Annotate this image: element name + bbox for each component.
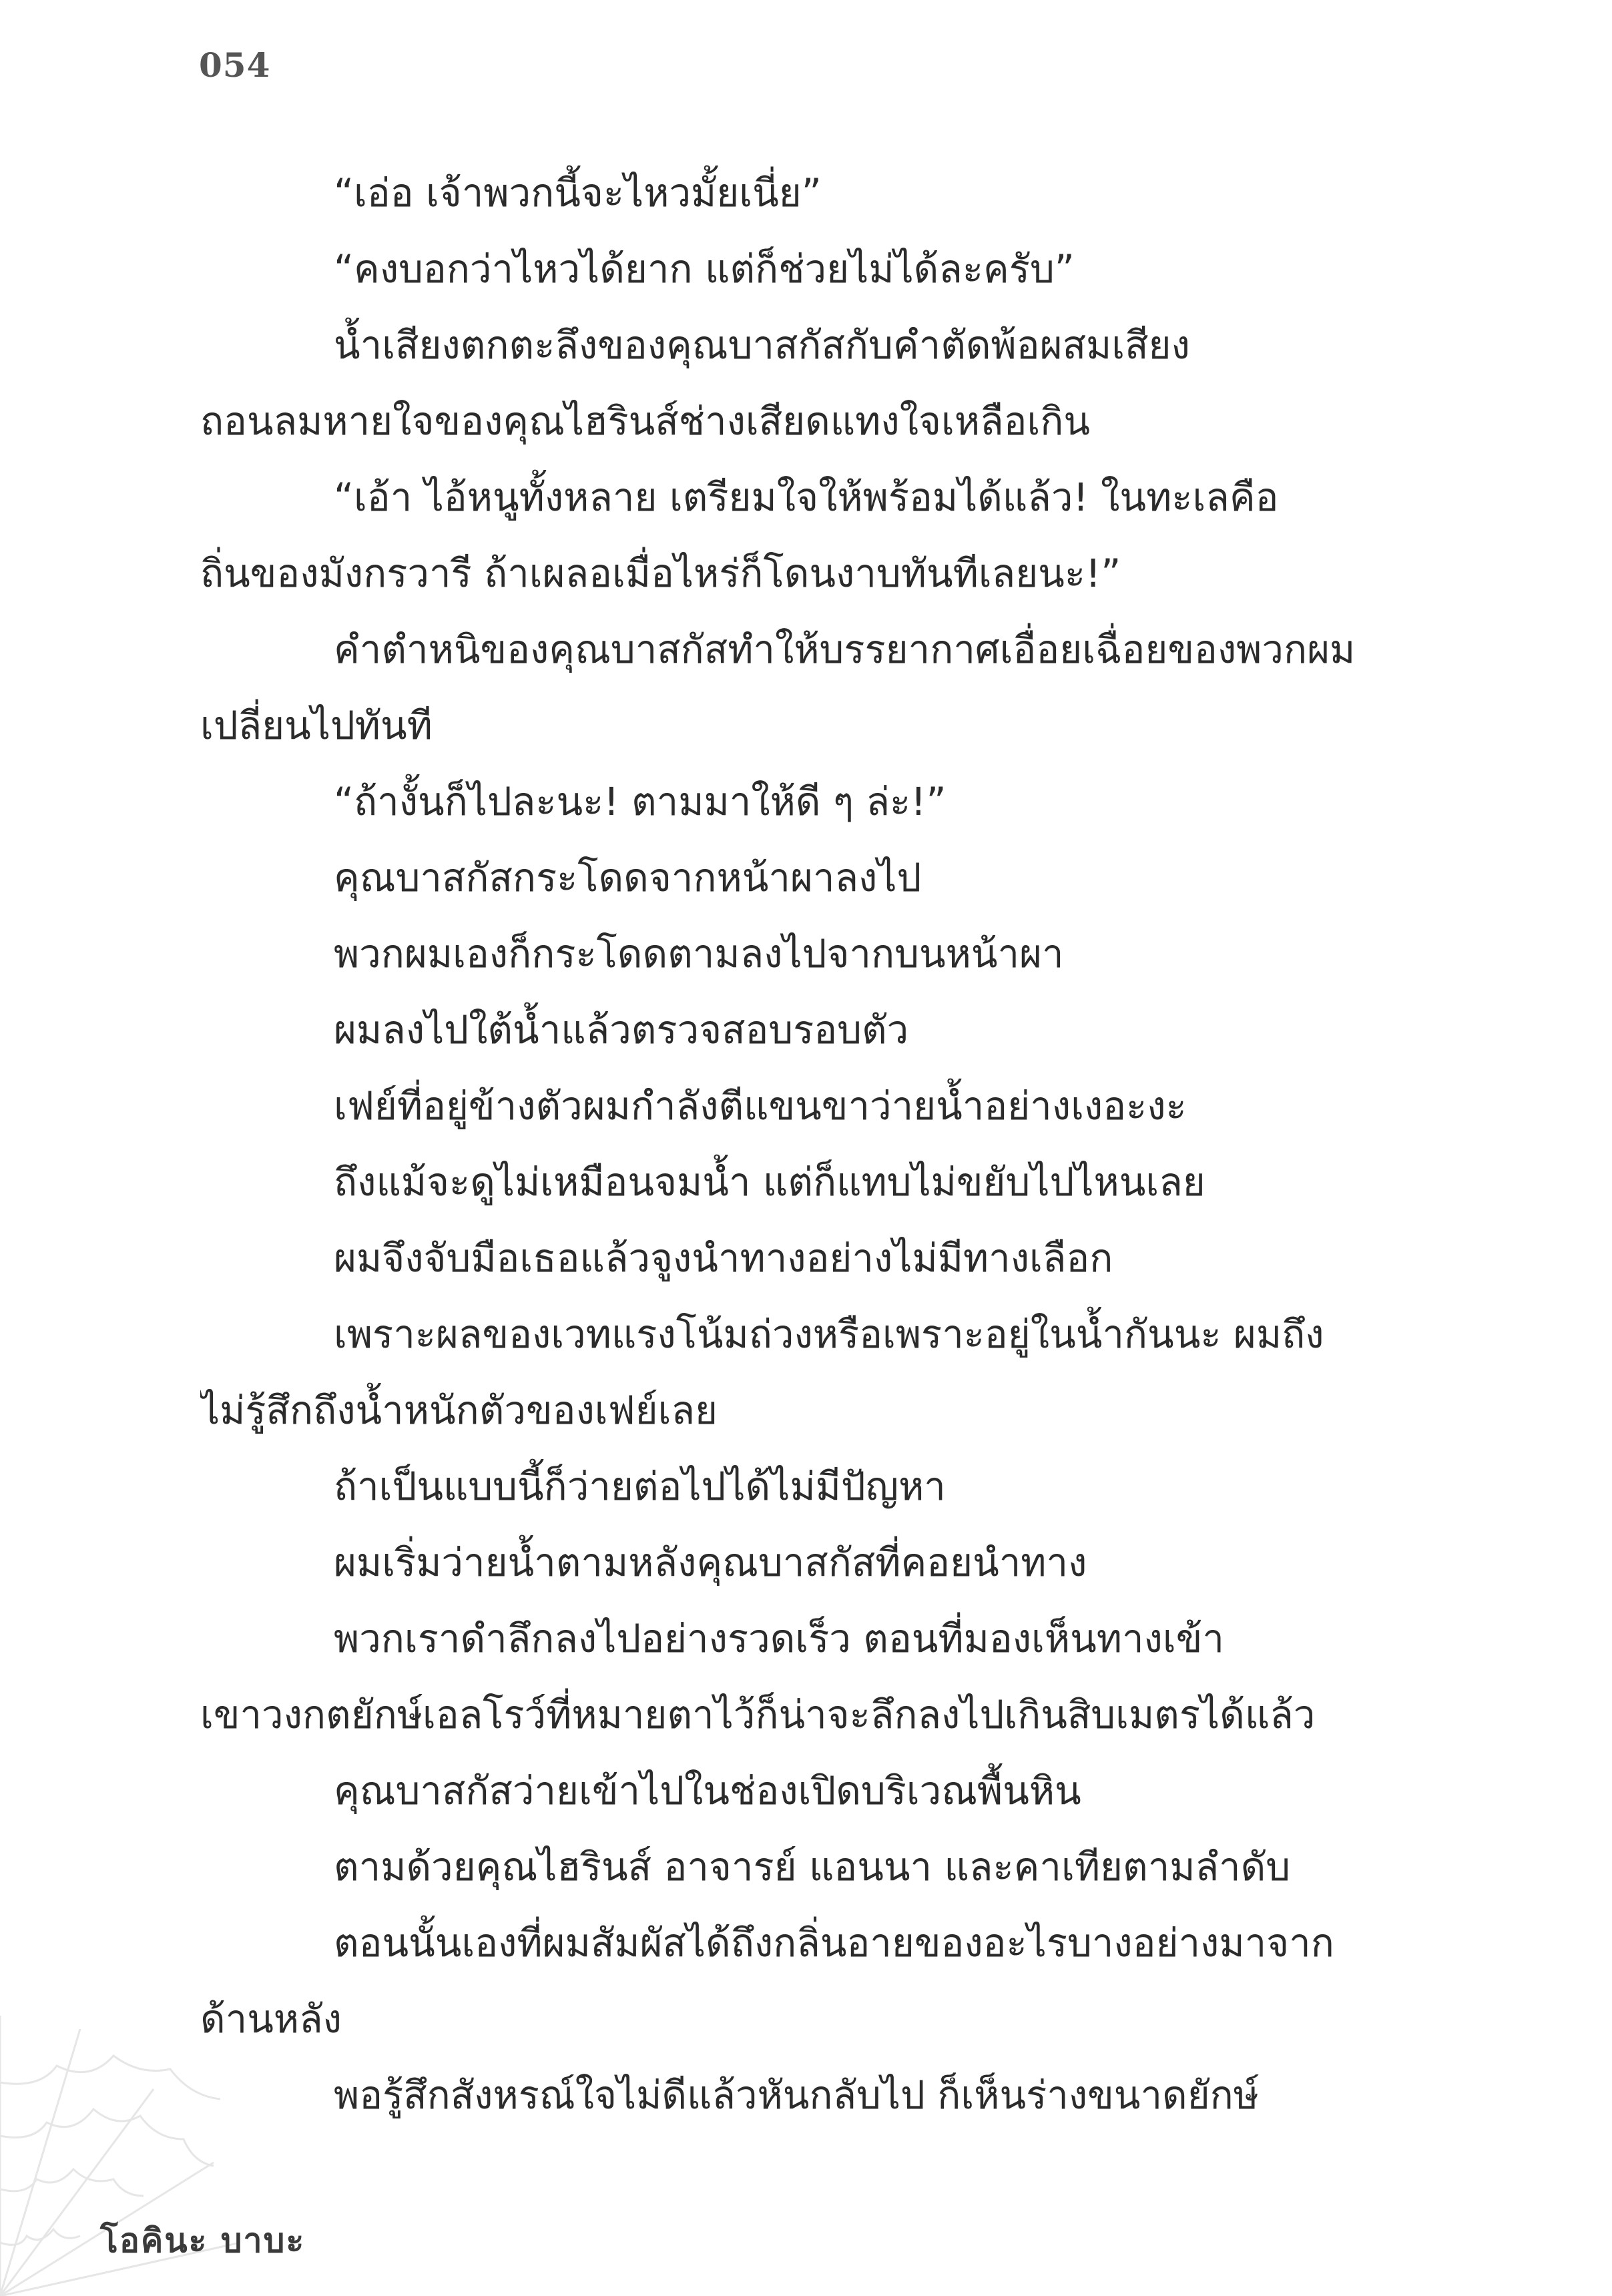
text-line: ตอนนั้นเองที่ผมสัมผัสได้ถึงกลิ่นอายของอะไรบางอย่างมาจาก <box>334 1920 1334 1966</box>
text-line: ถิ่นของมังกรวารี ถ้าเผลอเมื่อไหร่ก็โดนงาบทันทีเลยนะ!” <box>200 551 1121 596</box>
text-line: คำตำหนิของคุณบาสกัสทำให้บรรยากาศเอื่อยเฉื่อยของพวกผม <box>334 627 1356 672</box>
text-line: ผมลงไปใต้น้ำแล้วตรวจสอบรอบตัว <box>334 1007 909 1053</box>
text-line: ถอนลมหายใจของคุณไฮรินส์ช่างเสียดแทงใจเหลือเกิน <box>200 398 1091 444</box>
page-number: 054 <box>199 45 271 85</box>
text-line: คุณบาสกัสว่ายเข้าไปในช่องเปิดบริเวณพื้นหิน <box>334 1768 1081 1813</box>
text-line: คุณบาสกัสกระโดดจากหน้าผาลงไป <box>334 855 922 900</box>
text-line: พอรู้สึกสังหรณ์ใจไม่ดีแล้วหันกลับไป ก็เห็นร่างขนาดยักษ์ <box>334 2072 1260 2118</box>
text-line: “คงบอกว่าไหวได้ยาก แต่ก็ช่วยไม่ได้ละครับ” <box>334 246 1075 292</box>
text-line: ตามด้วยคุณไฮรินส์ อาจารย์ แอนนา และคาเทียตามลำดับ <box>334 1844 1291 1890</box>
text-line: เปลี่ยนไปทันที <box>200 703 433 748</box>
text-line: เพราะผลของเวทแรงโน้มถ่วงหรือเพราะอยู่ในน้ำกันนะ ผมถึง <box>334 1312 1324 1357</box>
text-line: ถึงแม้จะดูไม่เหมือนจมน้ำ แต่ก็แทบไม่ขยับไปไหนเลย <box>334 1159 1205 1205</box>
text-line: “เอ้า ไอ้หนูทั้งหลาย เตรียมใจให้พร้อมได้แล้ว! ในทะเลคือ <box>334 475 1279 520</box>
text-line: ด้านหลัง <box>200 1996 342 2042</box>
text-line: “ถ้างั้นก็ไปละนะ! ตามมาให้ดี ๆ ล่ะ!” <box>334 779 947 824</box>
text-line: ถ้าเป็นแบบนี้ก็ว่ายต่อไปได้ไม่มีปัญหา <box>334 1464 946 1509</box>
text-line: พวกเราดำลึกลงไปอย่างรวดเร็ว ตอนที่มองเห็นทางเข้า <box>334 1616 1224 1661</box>
book-author-footer: โอคินะ บาบะ <box>100 2221 306 2260</box>
text-line: เฟย์ที่อยู่ข้างตัวผมกำลังตีแขนขาว่ายน้ำอย่างเงอะงะ <box>334 1083 1187 1129</box>
text-line: “เอ่อ เจ้าพวกนี้จะไหวมั้ยเนี่ย” <box>334 170 822 216</box>
text-line: พวกผมเองก็กระโดดตามลงไปจากบนหน้าผา <box>334 931 1064 976</box>
text-line: เขาวงกตยักษ์เอลโรว์ที่หมายตาไว้ก็น่าจะลึกลงไปเกินสิบเมตรได้แล้ว <box>200 1692 1316 1737</box>
body-text <box>200 155 1410 2133</box>
text-line: ผมจึงจับมือเธอแล้วจูงนำทางอย่างไม่มีทางเลือก <box>334 1235 1113 1281</box>
text-line: ผมเริ่มว่ายน้ำตามหลังคุณบาสกัสที่คอยนำทาง <box>334 1540 1087 1585</box>
text-line: น้ำเสียงตกตะลึงของคุณบาสกัสกับคำตัดพ้อผสมเสียง <box>334 322 1190 368</box>
text-line: ไม่รู้สึกถึงน้ำหนักตัวของเฟย์เลย <box>200 1388 718 1433</box>
